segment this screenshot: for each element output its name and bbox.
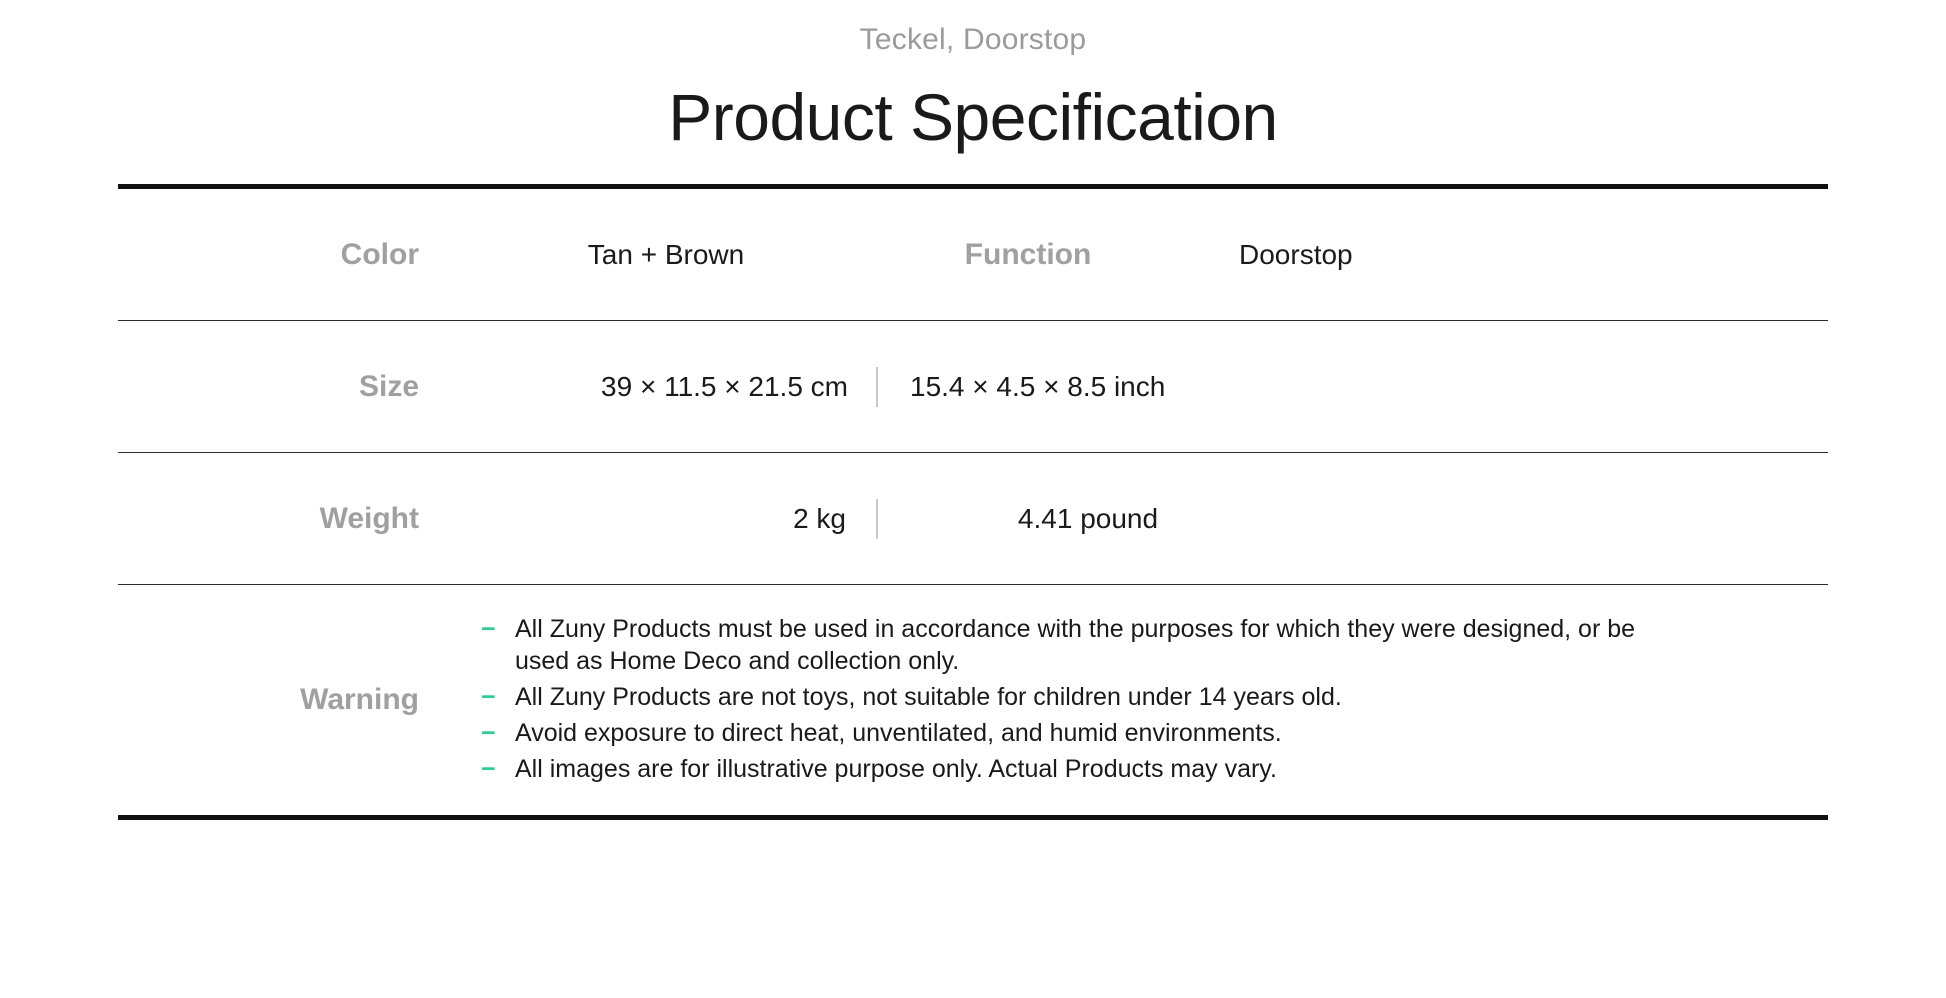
product-subtitle: Teckel, Doorstop: [859, 23, 1087, 56]
label-color: Color: [340, 237, 419, 271]
weight-dual-units: [456, 499, 1827, 539]
list-item: [481, 613, 1645, 677]
list-item: [481, 681, 1645, 713]
value-weight-metric: 2 kg: [793, 502, 846, 534]
value-weight-imperial: 4.41 pound: [1017, 502, 1159, 534]
warning-text: All Zuny Products must be used in accordance with the purposes for which they were designed, or be used as Home Deco and collection only.: [515, 615, 1636, 676]
table-row-warning: [118, 585, 1828, 816]
specification-table: [118, 189, 1828, 816]
warning-list: [455, 613, 1828, 785]
value-color: Tan + Brown: [587, 238, 745, 270]
value-warning-cell: [455, 585, 1828, 816]
size-dual-units: [456, 367, 1827, 407]
dash-bullet-icon: −: [481, 755, 496, 784]
table-row-color-function: [118, 189, 1828, 321]
list-item: [481, 753, 1645, 785]
warning-text: Avoid exposure to direct heat, unventilated, and humid environments.: [515, 719, 1282, 748]
value-size-cell: [455, 321, 1828, 453]
label-weight: Weight: [319, 501, 419, 535]
warning-text: All images are for illustrative purpose only. Actual Products may vary.: [515, 755, 1277, 784]
spec-container: [118, 0, 1828, 820]
dash-bullet-icon: −: [481, 683, 496, 712]
value-weight-cell: [455, 453, 1828, 585]
dash-bullet-icon: −: [481, 719, 496, 748]
warning-text: All Zuny Products are not toys, not suitable for children under 14 years old.: [515, 683, 1342, 712]
value-size-imperial: 15.4 × 4.5 × 8.5 inch: [910, 370, 1166, 402]
label-warning: Warning: [300, 683, 419, 717]
table-row-weight: [118, 453, 1828, 585]
value-function: Doorstop: [1239, 238, 1353, 270]
list-item: [481, 717, 1645, 749]
table-bottom-rule: [118, 815, 1828, 820]
label-size: Size: [358, 369, 419, 403]
page-title: Product Specification: [668, 80, 1278, 154]
label-function: Function: [964, 237, 1092, 271]
dash-bullet-icon: −: [481, 615, 496, 644]
value-size-metric: 39 × 11.5 × 21.5 cm: [601, 370, 848, 402]
table-row-size: [118, 321, 1828, 453]
